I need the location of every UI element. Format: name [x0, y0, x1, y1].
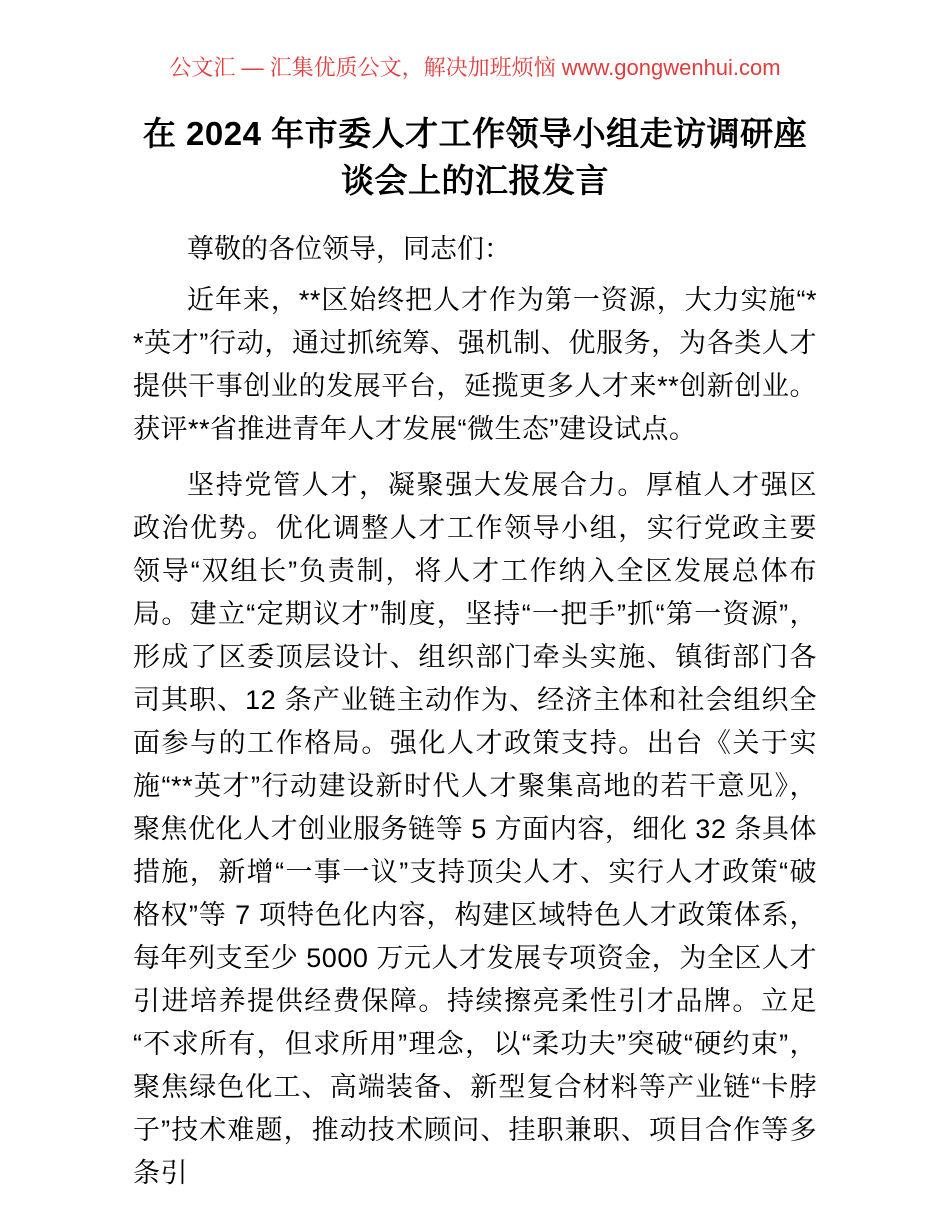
- document-title: 在 2024 年市委人才工作领导小组走访调研座谈会上的汇报发言: [142, 115, 808, 199]
- body-paragraph-1: 近年来，**区始终把人才作为第一资源，大力实施“**英才”行动，通过抓统筹、强机制、优服务，为各类人才提供干事创业的发展平台，延揽更多人才来**创新创业。获评**省推进青年人才发展“微生态”建设试点。: [133, 285, 817, 444]
- body-paragraph-2: 坚持党管人才，凝聚强大发展合力。厚植人才强区政治优势。优化调整人才工作领导小组，实行党政主要领导“双组长”负责制，将人才工作纳入全区发展总体布局。建立“定期议才”制度，坚持“一把手”抓“第一资源”，形成了区委顶层设计、组织部门牵头实施、镇街部门各司其职、12 条产业链主动作为、经济主体和社会组织全面参与的工作格局。强化人才政策支持。出台《关于实施“**英才”行动建设新时代人才聚集高地的若干意见》，聚焦优化人才创业服务链等 5 方面内容，细化 32 条具体措施，新增“一事一议”支持顶尖人才、实行人才政策“破格权”等 7 项特色化内容，构建区域特色人才政策体系，每年列支至少 5000 万元人才发展专项资金，为全区人才引进培养提供经费保障。持续擦亮柔性引才品牌。立足“不求所有，但求所用”理念，以“柔功夫”突破“硬约束”，聚焦绿色化工、高端装备、新型复合材料等产业链“卡脖子”技术难题，推动技术顾问、挂职兼职、项目合作等多条引: [133, 470, 817, 1188]
- greeting-line: 尊敬的各位领导，同志们：: [187, 234, 511, 264]
- site-watermark: 公文汇 — 汇集优质公文，解决加班烦恼 www.gongwenhui.com: [169, 55, 781, 80]
